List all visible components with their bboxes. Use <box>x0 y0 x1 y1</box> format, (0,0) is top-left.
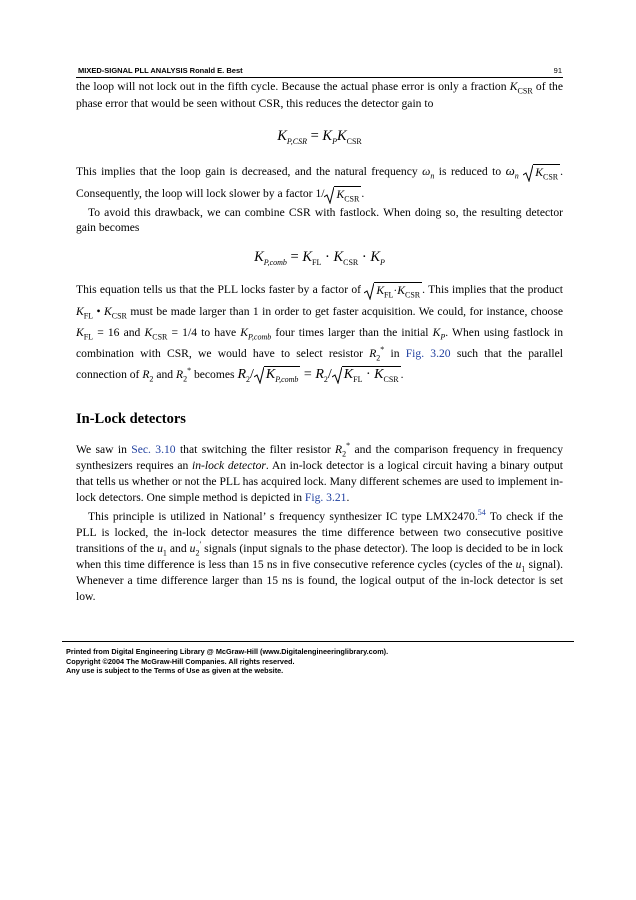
footer-rule <box>62 641 574 642</box>
footer-line-3: Any use is subject to the Terms of Use as given at the website. <box>66 666 284 675</box>
section-3-10-link[interactable]: Sec. 3.10 <box>131 442 176 456</box>
sqrt-kp-comb: $K_{P,comb}$ <box>254 364 301 385</box>
sqrt-k-csr-2: $K_{CSR}$ <box>324 184 361 205</box>
paragraph-4: This equation tells us that the PLL locks faster by a factor of $K_{FL}\cdot K_{CSR}$ . This implies that the product $K_{FL}$ • $K_{CSR}$ must be made larger than 1 in order to get faster acquisition. We could, for instance, choose $K_{FL} = 16$ and $K_{CSR} = 1/4$ to have $K_{P,comb}$ four times larger than the initial $K_P$. When using fastlock in combination with CSR, we would have to select resistor $R_2^*$ in Fig. 3.20 such that the parallel connection of $R_2$ and $R_2^*$ becomes $R_2/$ $K_{P,comb} = R_2/$ $K_{FL} \cdot K_{CSR}$ . <box>76 279 563 385</box>
footer <box>66 647 388 676</box>
paragraph-1: the loop will not lock out in the fifth cycle. Because the actual phase error is only a fraction $K_{CSR}$ of the phase error that would be seen without CSR, this reduces the detector gain to <box>76 80 563 110</box>
equation-kp-comb: $K_{P,comb} = K_{FL} \cdot K_{CSR} \cdot K_P$ <box>254 248 385 267</box>
paragraph-6: This principle is utilized in National’ s frequency synthesizer IC type LMX2470.54 To check if the PLL is locked, the in-lock detector measures the time difference between two consecutive positive transitions of the $u_1$ and $u_2'$ signals (input signals to the phase detector). The loop is decided to be in lock when this time difference is less than 15 ns in five consecutive reference cycles (cycles of the $u_1$ signal). Whenever a time difference larger than 15 ns is found, the logical output of the in-lock detector is set low. <box>76 507 564 603</box>
figure-3-20-link[interactable]: Fig. 3.20 <box>405 346 451 360</box>
body-text <box>76 78 563 605</box>
running-head <box>78 64 562 78</box>
sqrt-k-csr: $K_{CSR}$ <box>523 162 560 183</box>
section-heading: In-Lock detectors <box>76 410 186 427</box>
paragraph-3: To avoid this drawback, we can combine CSR with fastlock. When doing so, the resulting detector gain becomes <box>76 205 563 234</box>
sqrt-kfl-kcsr-2: $K_{FL} \cdot K_{CSR}$ <box>332 364 401 385</box>
sqrt-kfl-kcsr: $K_{FL}\cdot K_{CSR}$ <box>364 280 422 301</box>
page-number: 91 <box>553 66 562 75</box>
figure-3-21-link[interactable]: Fig. 3.21 <box>304 490 347 504</box>
reference-54[interactable]: 54 <box>477 507 486 517</box>
equation-kp-csr: $K_{P,CSR} = K_PK_{CSR}$ <box>277 128 362 146</box>
footer-line-1: Printed from Digital Engineering Library @ McGraw-Hill (www.Digitalengineeringlibrary.com). <box>66 647 389 656</box>
paragraph-2: This implies that the loop gain is decreased, and the natural frequency $\omega_n$ is reduced to $\omega_n$ $K_{CSR}$ . Consequently, the loop will lock slower by a factor 1/ $K_{CSR}$ . <box>76 163 564 203</box>
paragraph-5: We saw in Sec. 3.10 that switching the filter resistor $R_2^*$ and the comparison frequency in frequency synthesizers requires an in-lock detector. An in-lock detector is a logical circuit having a binary output that tells us whether or not the PLL has acquired lock. Many different schemes are used to implement in-lock detectors. One simple method is depicted in Fig. 3.21. <box>76 440 564 504</box>
running-head-title: MIXED-SIGNAL PLL ANALYSIS Ronald E. Best <box>78 66 243 75</box>
footer-line-2: Copyright ©2004 The McGraw-Hill Companies. All rights reserved. <box>66 656 295 666</box>
